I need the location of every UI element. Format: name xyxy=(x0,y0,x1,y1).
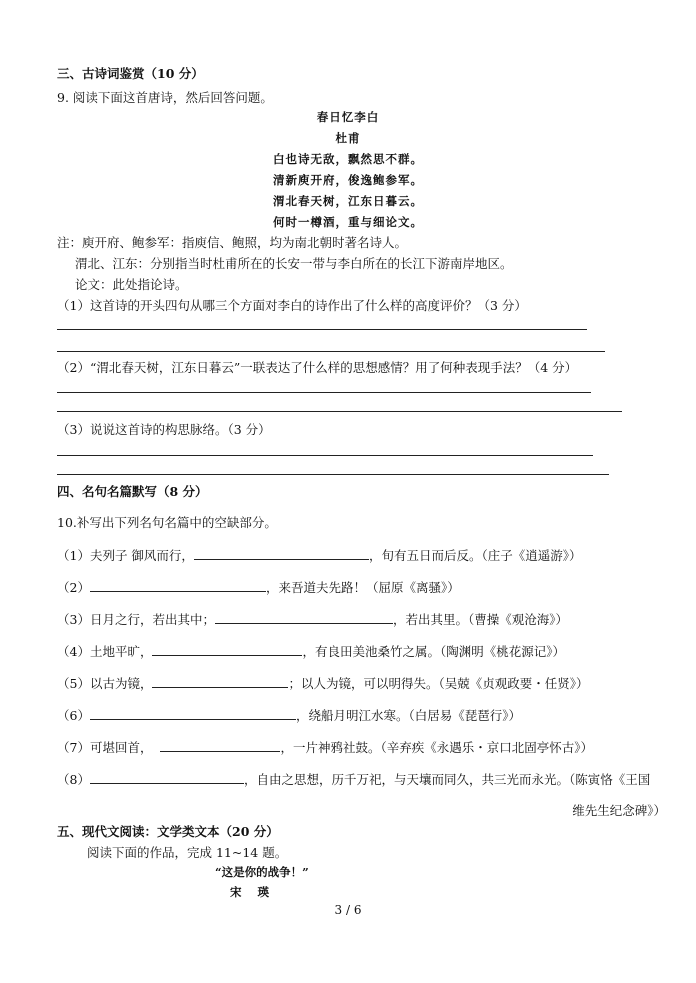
fill-suffix: ；以人为镜，可以明得失。（吴兢《贞观政要・任贤》） xyxy=(288,676,589,691)
fill-item-8-continued: 维先生纪念碑》） xyxy=(572,803,666,818)
fill-suffix: ，若出其里。（曹操《观沧海》） xyxy=(392,612,568,627)
fill-suffix: ，旬有五日而后反。（庄子《逍遥游》） xyxy=(368,548,582,563)
poem-author: 杜甫 xyxy=(335,131,361,145)
fill-prefix: （4）土地平旷， xyxy=(57,644,153,659)
q9-sub2: （2）“渭北春天树，江东日暮云”一联表达了什么样的思想感情？用了何种表现手法？（4 分） xyxy=(57,360,578,375)
answer-line[interactable] xyxy=(57,392,591,393)
fill-blank[interactable] xyxy=(90,771,244,784)
q9-sub3: （3）说说这首诗的构思脉络。（3 分） xyxy=(57,422,271,437)
fill-item-5 xyxy=(57,675,588,692)
fill-suffix: ，来吾道夫先路！（屈原《离骚》） xyxy=(265,580,460,595)
poem-line: 渭北春天树，江东日暮云。 xyxy=(273,194,423,208)
q10-prompt: 10.补写出下列名句名篇中的空缺部分。 xyxy=(57,515,277,530)
fill-prefix: （8） xyxy=(57,772,90,787)
answer-line[interactable] xyxy=(57,455,593,456)
fill-prefix: （1）夫列子 御风而行， xyxy=(57,548,194,563)
fill-blank[interactable] xyxy=(90,579,266,592)
fill-suffix: ，自由之思想，历千万祀，与天壤而同久，共三光而永光。（陈寅恪《王国 xyxy=(243,772,651,787)
fill-blank[interactable] xyxy=(152,643,302,656)
note-1: 注：庾开府、鲍参军：指庾信、鲍照，均为南北朝时著名诗人。 xyxy=(57,235,408,250)
fill-blank[interactable] xyxy=(194,547,369,560)
fill-item-8 xyxy=(57,771,650,788)
fill-item-6 xyxy=(57,707,521,724)
fill-blank[interactable] xyxy=(160,739,280,752)
fill-blank[interactable] xyxy=(215,611,393,624)
section3-title: 三、古诗词鉴赏（10 分） xyxy=(57,66,204,81)
q9-prompt: 9. 阅读下面这首唐诗，然后回答问题。 xyxy=(57,90,273,105)
fill-item-4 xyxy=(57,643,565,660)
fill-item-2 xyxy=(57,579,460,596)
poem-line: 清新庾开府，俊逸鲍参军。 xyxy=(273,173,423,187)
fill-item-1 xyxy=(57,547,581,564)
fill-prefix: （5）以古为镜， xyxy=(57,676,153,691)
section4-title: 四、名句名篇默写（8 分） xyxy=(57,484,208,499)
note-3: 论文：此处指论诗。 xyxy=(75,277,188,292)
story-title: “这是你的战争！” xyxy=(215,865,309,879)
poem-line: 何时一樽酒，重与细论文。 xyxy=(273,215,423,229)
q9-sub1: （1）这首诗的开头四句从哪三个方面对李白的诗作出了什么样的高度评价？（3 分） xyxy=(57,298,527,313)
poem-title: 春日忆李白 xyxy=(316,110,380,124)
fill-prefix: （3）日月之行，若出其中； xyxy=(57,612,215,627)
fill-item-3 xyxy=(57,611,568,628)
section5-intro: 阅读下面的作品，完成 11~14 题。 xyxy=(87,845,288,860)
fill-suffix: ，绕船月明江水寒。（白居易《琵琶行》） xyxy=(295,708,521,723)
fill-blank[interactable] xyxy=(90,707,296,720)
fill-prefix: （2） xyxy=(57,580,90,595)
fill-prefix: （6） xyxy=(57,708,90,723)
story-author: 宋 瑛 xyxy=(230,885,276,899)
fill-prefix: （7）可堪回首， xyxy=(57,740,153,755)
answer-line[interactable] xyxy=(57,351,605,352)
section5-title: 五、现代文阅读：文学类文本（20 分） xyxy=(57,824,279,839)
fill-suffix: ，一片神鸦社鼓。（辛弃疾《永遇乐・京口北固亭怀古》） xyxy=(280,740,593,755)
poem-line: 白也诗无敌，飘然思不群。 xyxy=(273,152,423,166)
answer-line[interactable] xyxy=(57,474,609,475)
page-number: 3 / 6 xyxy=(334,903,362,917)
note-2: 渭北、江东：分别指当时杜甫所在的长安一带与李白所在的长江下游南岸地区。 xyxy=(75,256,513,271)
fill-item-7 xyxy=(57,739,593,756)
answer-line[interactable] xyxy=(57,411,622,412)
fill-blank[interactable] xyxy=(152,675,288,688)
answer-line[interactable] xyxy=(57,329,587,330)
fill-suffix: ，有良田美池桑竹之属。（陶渊明《桃花源记》） xyxy=(302,644,565,659)
